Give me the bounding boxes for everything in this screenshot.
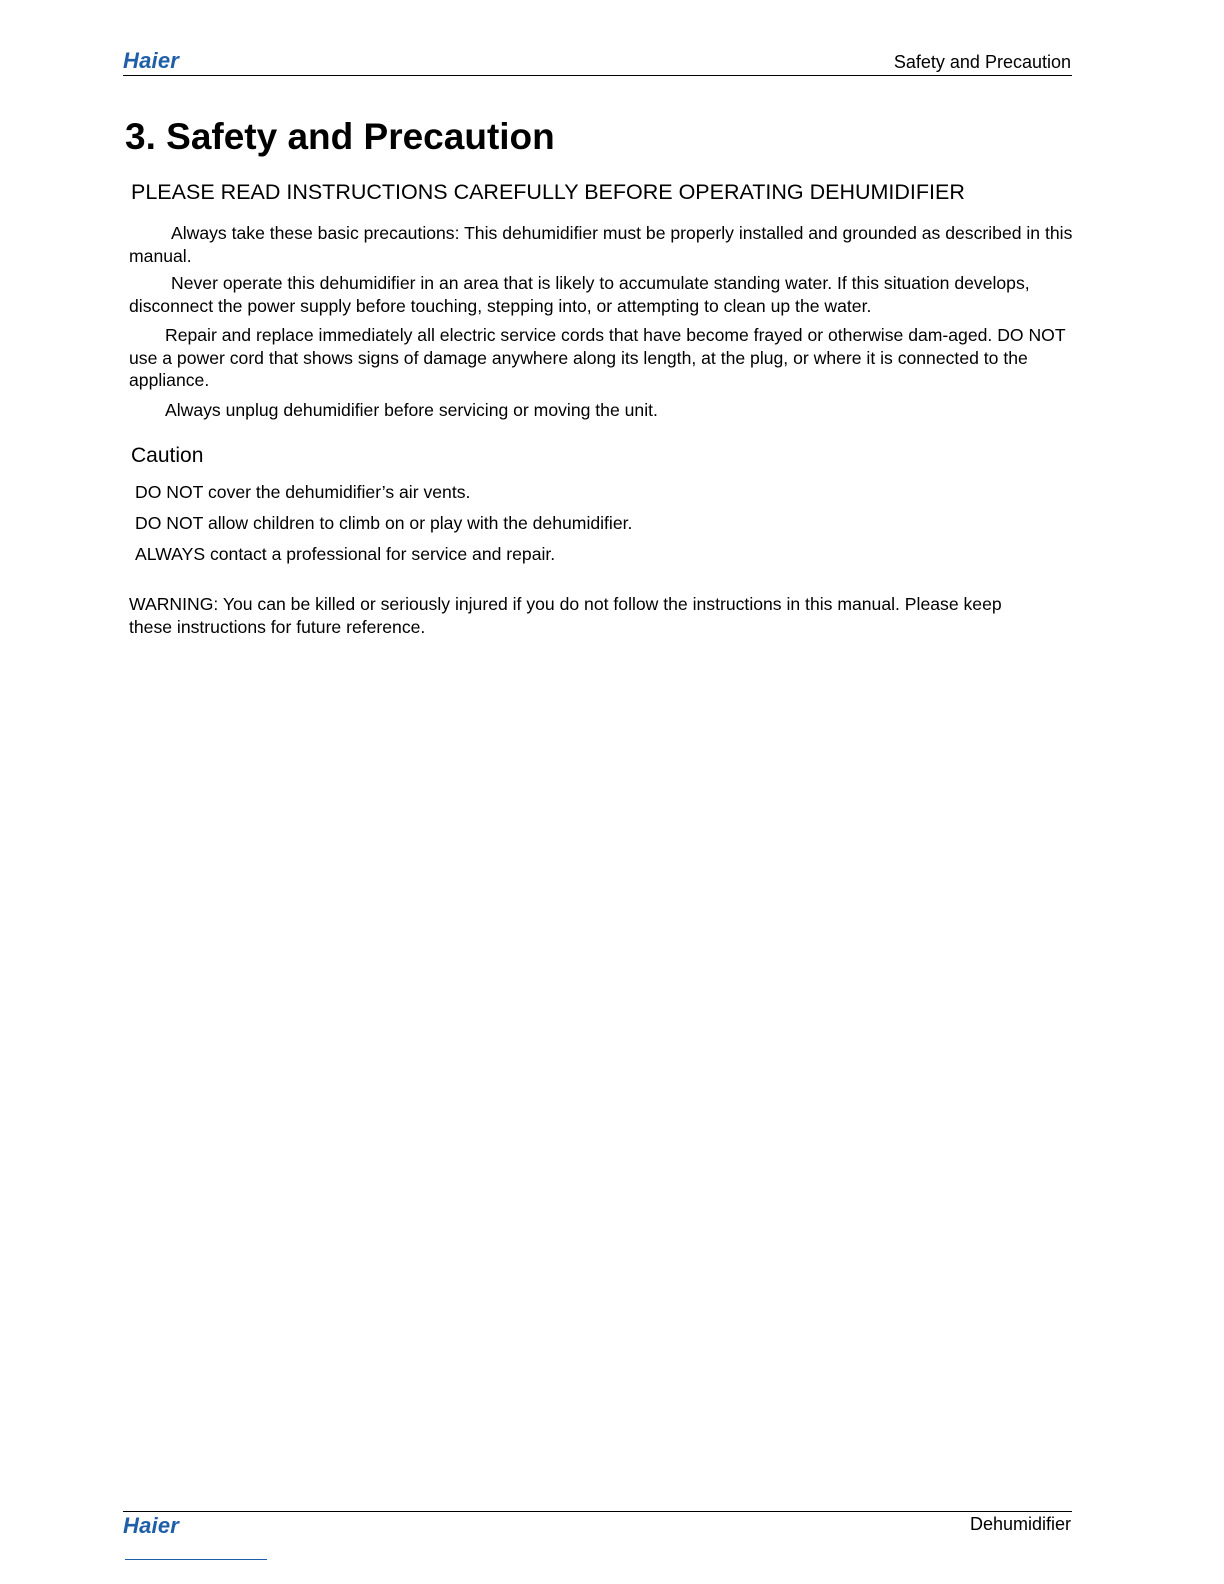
header-divider: [123, 75, 1072, 76]
header-section-title: Safety and Precaution: [893, 52, 1071, 72]
warning-paragraph: WARNING: You can be killed or seriously injured if you do not follow the instructions in this manual. Please keep these instructions for future reference.: [129, 594, 1002, 637]
instructions-subtitle: PLEASE READ INSTRUCTIONS CAREFULLY BEFORE OPERATING DEHUMIDIFIER: [131, 180, 965, 204]
precaution-paragraph-2: Never operate this dehumidifier in an area that is likely to accumulate standing water. If this situation develops, disconnect the power supply before touching, stepping into, or attempting to clean up the water.: [129, 273, 1030, 316]
footer-accent-line: [125, 1559, 267, 1560]
caution-item-children: DO NOT allow children to climb on or play with the dehumidifier.: [135, 513, 633, 533]
precaution-paragraph-1: Always take these basic precautions: This dehumidifier must be properly installed and grounded as described in this manual.: [129, 223, 1073, 266]
page-title: 3. Safety and Precaution: [125, 116, 555, 157]
caution-item-service: ALWAYS contact a professional for service and repair.: [135, 544, 556, 564]
caution-item-vents: DO NOT cover the dehumidifier’s air vents.: [135, 482, 471, 502]
footer-product-name: Dehumidifier: [969, 1514, 1071, 1534]
precaution-paragraph-3: Repair and replace immediately all electric service cords that have become frayed or otherwise dam-aged. DO NOT use a power cord that shows signs of damage anywhere along its length, at the plug, or where it is connected to the appliance.: [129, 325, 1066, 391]
precaution-paragraph-4: Always unplug dehumidifier before servicing or moving the unit.: [165, 400, 658, 420]
haier-logo-header: Haier: [123, 48, 180, 73]
footer-divider: [123, 1511, 1072, 1512]
caution-heading: Caution: [131, 444, 204, 467]
haier-logo-footer: Haier: [123, 1513, 180, 1538]
